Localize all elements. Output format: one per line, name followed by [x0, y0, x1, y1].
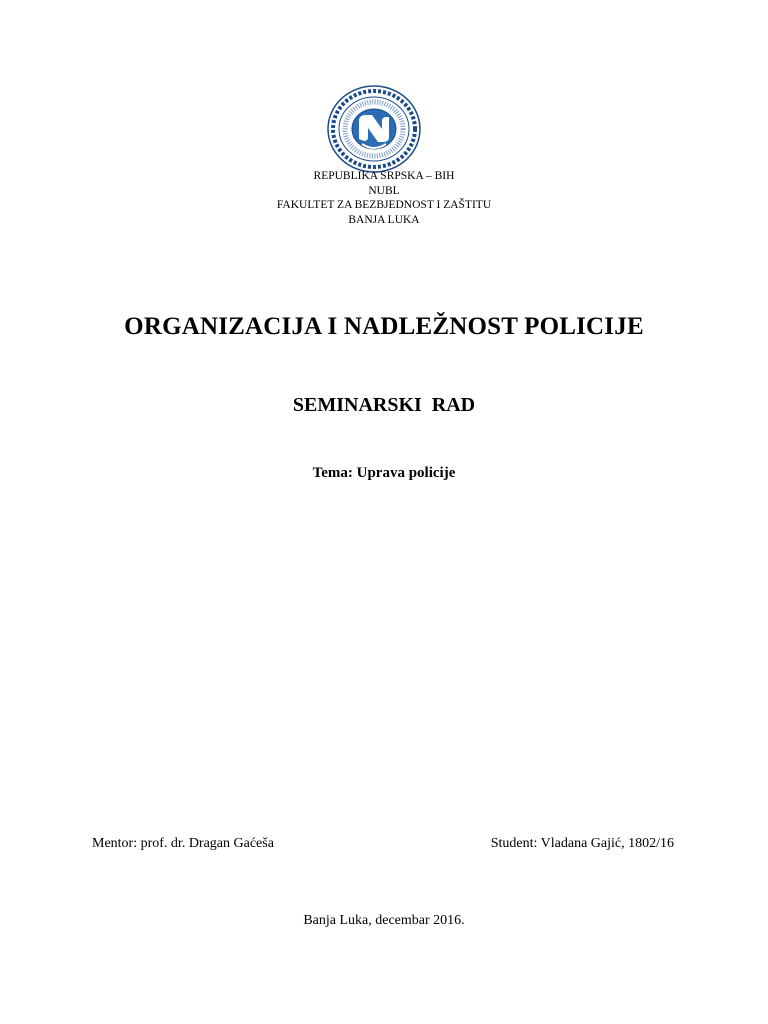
place-date-line: Banja Luka, decembar 2016.: [303, 913, 465, 928]
mentor-line: Mentor: prof. dr. Dragan Gaćeša: [92, 836, 274, 851]
header-line-faculty: FAKULTET ZA BEZBJEDNOST I ZAŠTITU: [276, 199, 492, 211]
student-line: Student: Vladana Gajić, 1802/16: [490, 836, 674, 851]
header-line-university: NUBL: [368, 184, 400, 197]
university-seal-icon: [326, 84, 422, 174]
header-line-country: REPUBLIKA SRPSKA – BIH: [313, 170, 455, 182]
header-line-city: BANJA LUKA: [348, 213, 420, 226]
document-subtitle: SEMINARSKI RAD: [292, 394, 476, 416]
institution-header: [0, 169, 768, 227]
document-topic: Tema: Uprava policije: [312, 465, 456, 481]
document-title: ORGANIZACIJA I NADLEŽNOST POLICIJE: [124, 313, 644, 340]
